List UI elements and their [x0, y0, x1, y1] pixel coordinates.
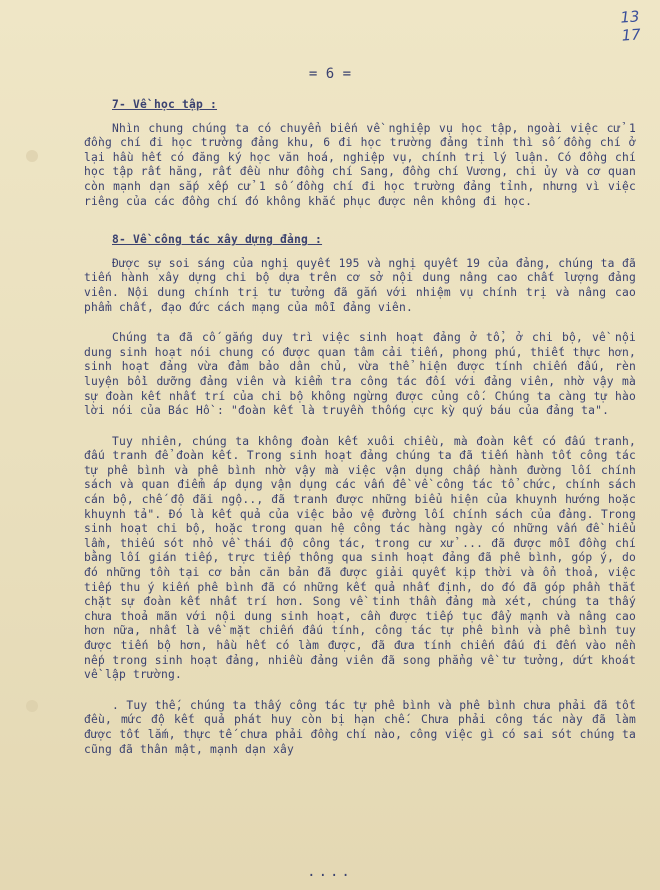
- paragraph: Tuy nhiên, chúng ta không đoàn kết xuôi chiều, mà đoàn kết có đấu tranh, đấu tranh để đoàn kết. Trong sinh hoạt đảng chúng ta đã tiến hành tốt công tác tự phê bình và phê bình nhờ vậy mà việc vận dụng chấp hành đường lối chính sách và quan điểm áp dụng vận dụng các vấn đề về công tác tổ chức, chính sách cán bộ, chế độ đãi ngộ.., đã tranh được những biểu hiện của khuynh hướng hoặc khuynh tả". Đó là kết quả của việc bảo vệ đường lối chính sách của đảng. Trong sinh hoạt chi bộ, hoặc trong quan hệ công tác hàng ngày có những vấn đề hiểu lầm, thiếu sót nhỏ về thái độ công tác, trong cư xử ... đã được mỗi đồng chí bằng lối gián tiếp, trực tiếp thông qua sinh hoạt đảng đã phê bình, góp ý, do đó những tồn tại cơ bản căn bản đã được giải quyết kịp thời và ổn thoả, việc tiếp thu ý kiến phê bình đã có những kết quả nhất định, do đó đã góp phần thắt chặt sự đoàn kết nhất trí hơn. Song về tinh thần đảng mà xét, chúng ta thấy chưa thoả mãn với nội dung sinh hoạt, cần được tiếp tục đẩy mạnh và nâng cao hơn nữa, nhất là về mặt chiến đấu tính, công tác tự phê bình và phê bình tuy được tiến bộ hơn, hầu hết có làm được, đã đưa tính chiến đấu đi đến vào nền nếp trong sinh hoạt đảng, nhiều đảng viên đã song phẳng về tư tưởng, dứt khoát về lập trường.: [84, 434, 636, 682]
- section-heading: 7- Về học tập :: [112, 98, 218, 111]
- paragraph: . Tuy thế, chúng ta thấy công tác tự phê bình và phê bình chưa phải đã tốt đều, mức độ kết quả phát huy còn bị hạn chế. Chưa phải công tác này đã làm được tốt lắm, thực tế chưa phải đồng chí nào, công việc gì có sai sót chúng ta cũng đã thân mật, mạnh dạn xây: [84, 698, 636, 756]
- punch-hole-mark: [26, 700, 38, 712]
- document-body: [84, 98, 636, 773]
- page-number-upper: 13: [619, 7, 640, 27]
- page-number-lower: 17: [620, 25, 642, 45]
- section-party-building: [84, 233, 636, 757]
- punch-hole-mark: [26, 150, 38, 162]
- section-heading: 8- Về công tác xây dựng đảng :: [112, 233, 323, 247]
- paragraph: Nhìn chung chúng ta có chuyển biến về nghiệp vụ học tập, ngoài việc cử 1 đồng chí đi học trường đảng khu, 6 đi học trường đảng tỉnh thì số đồng chí ở lại hầu hết có đăng ký học văn hoá, nghiệp vụ, chính trị lý luận. Có đồng chí học tập rất hăng, rất đều như đồng chí Sang, đồng chí Vương, chi ủy và cơ quan còn mạnh dạn sắp xếp cử 1 số đồng chí đi học trường đảng tỉnh, nhưng vì việc riêng của các đồng chí đó không khắc phục được nên không đi học.: [84, 121, 636, 208]
- page-header: = 6 =: [308, 66, 352, 82]
- continuation-mark: ....: [307, 864, 353, 880]
- paragraph: Được sự soi sáng của nghị quyết 195 và nghị quyết 19 của đảng, chúng ta đã tiến hành xây dựng chi bộ dựa trên cơ sở nội dung nâng cao chất lượng đảng viên. Nội dung chính trị tư tưởng đã gắn với nhiệm vụ chính trị và nâng cao phẩm chất, đạo đức cách mạng của mỗi đảng viên.: [84, 256, 636, 314]
- handwritten-page-number: [620, 7, 642, 44]
- section-study: [84, 98, 636, 209]
- paragraph: Chúng ta đã cố gắng duy trì việc sinh hoạt đảng ở tổ, ở chi bộ, về nội dung sinh hoạt nói chung có được quan tâm cải tiến, phong phú, thiết thực hơn, sinh hoạt đảng vừa đảm bảo dân chủ, vừa thể hiện được tính chiến đấu, rèn luyện bồi dưỡng đảng viên và kiểm tra công tác đối với đảng viên, nhờ vậy mà sự đoàn kết nhất trí của chi bộ không ngừng được củng cố. Chúng ta càng tự hào lời nói của Bác Hồ : "đoàn kết là truyền thống cực kỳ quý báu của đảng ta".: [84, 331, 636, 418]
